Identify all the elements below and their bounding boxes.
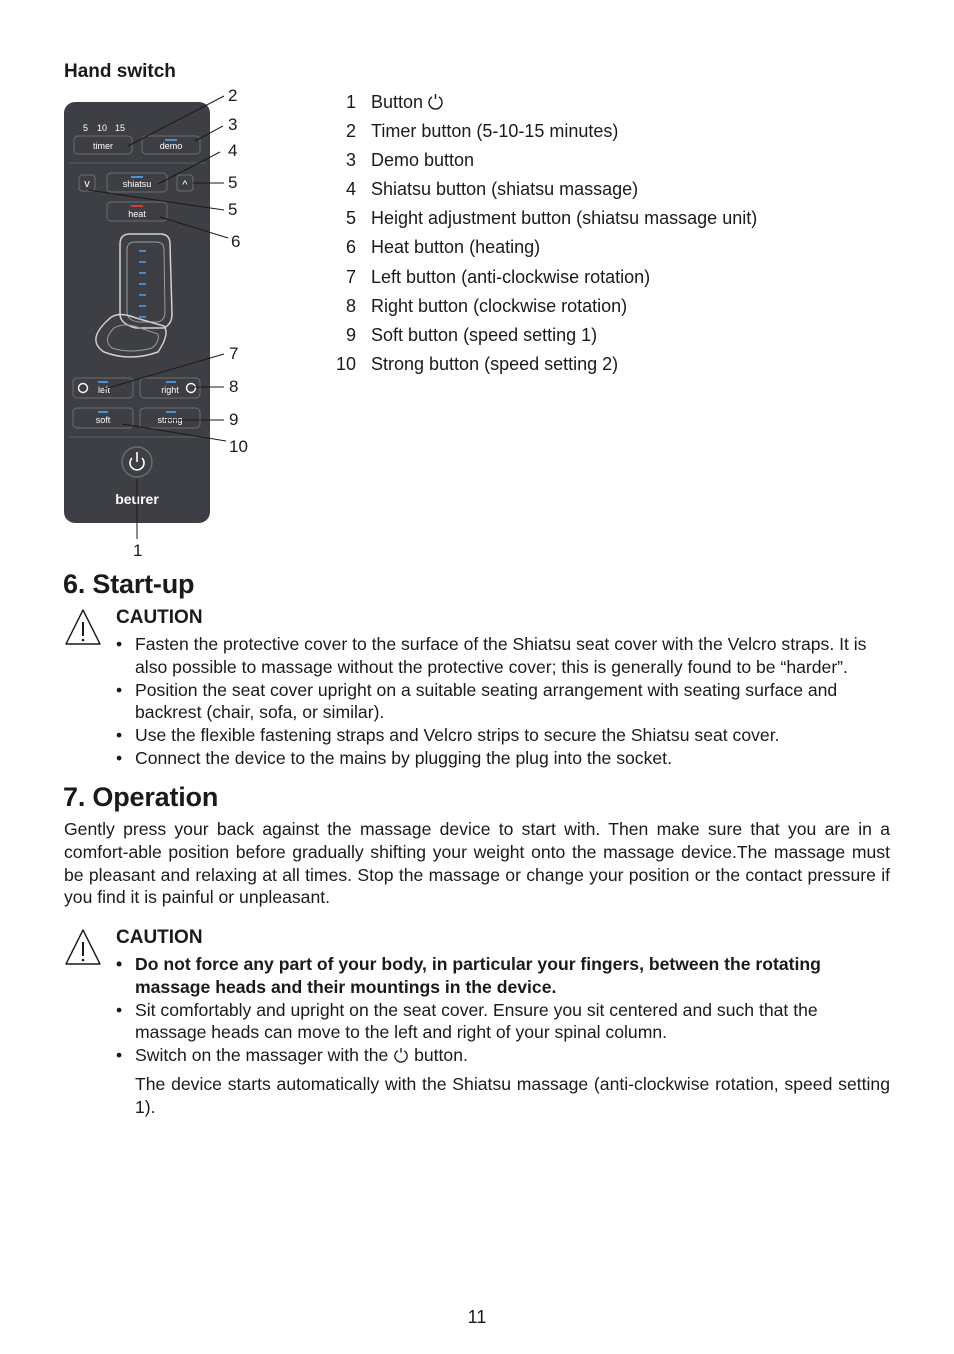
brand-logo: beurer	[115, 491, 159, 507]
legend-number: 1	[345, 92, 356, 112]
shiatsu-led	[131, 176, 143, 178]
legend-row	[330, 88, 757, 117]
heat-led	[131, 205, 143, 207]
timer-step-15: 15	[115, 123, 126, 133]
legend-row	[330, 233, 757, 262]
list-item: • Use the flexible fastening straps and Velcro strips to secure the Shiatsu seat cover.	[116, 724, 890, 747]
callout-5b: 5	[228, 200, 238, 219]
caution-heading: CAUTION	[116, 927, 203, 948]
legend-row	[330, 350, 757, 379]
legend-number: 7	[345, 266, 356, 287]
legend-text: Right button (clockwise rotation)	[371, 295, 628, 316]
caution-heading: CAUTION	[116, 607, 203, 628]
operation-intro: Gently press your back against the massage device to start with. Then make sure that you are in a comfort-able position before gradually shifting your weight onto the massage device.The massage must be pleasant and relaxing at all times. Stop the massage or change your position or the contact pressure if you find it is painful or unpleasant.	[64, 819, 890, 908]
legend-row	[330, 175, 757, 204]
list-item: • Do not force any part of your body, in particular your fingers, between the rotating massage heads and their mountings in the device.	[116, 953, 890, 999]
callout-9: 9	[229, 410, 239, 429]
page-number: 11	[467, 1307, 487, 1327]
callout-4: 4	[228, 141, 238, 160]
legend-row	[330, 292, 757, 321]
callout-1: 1	[133, 541, 143, 560]
legend-number: 4	[345, 179, 356, 200]
callout-10: 10	[229, 437, 248, 456]
right-led	[166, 381, 176, 383]
legend-row	[330, 321, 757, 350]
list-item: • Connect the device to the mains by plugging the plug into the socket.	[116, 747, 890, 770]
legend-text: Height adjustment button (shiatsu massage unit)	[371, 208, 758, 229]
list-item: • Sit comfortably and upright on the seat cover. Ensure you sit centered and such that the massage heads can move to the left and right of your spinal column.	[116, 999, 890, 1045]
list-item: • Position the seat cover upright on a suitable seating arrangement with seating surface and backrest (chair, sofa, or similar).	[116, 679, 890, 725]
hand-switch-title: Hand switch	[64, 61, 176, 82]
warning-icon	[64, 928, 102, 966]
callout-3: 3	[228, 115, 238, 134]
callout-8: 8	[229, 377, 239, 396]
legend-number: 8	[345, 295, 356, 316]
callout-6: 6	[231, 232, 241, 251]
legend-text: Strong button (speed setting 2)	[371, 353, 619, 374]
legend-text: Soft button (speed setting 1)	[371, 324, 598, 345]
startup-caution-list	[116, 633, 890, 770]
legend-text: Left button (anti-clockwise rotation)	[371, 266, 651, 287]
shiatsu-label: shiatsu	[122, 179, 152, 189]
timer-label: timer	[93, 141, 113, 151]
timer-step-5: 5	[83, 123, 89, 133]
legend-row	[330, 146, 757, 175]
hand-switch-diagram	[60, 84, 260, 564]
legend-row	[330, 117, 757, 146]
legend-row	[330, 263, 757, 292]
legend-text: Timer button (5-10-15 minutes)	[371, 121, 619, 142]
right-label: right	[161, 385, 179, 395]
strong-led	[166, 411, 176, 413]
button-legend	[330, 88, 757, 379]
legend-number: 3	[345, 150, 356, 171]
callout-2: 2	[228, 86, 238, 105]
warning-icon	[64, 608, 102, 646]
legend-number: 2	[345, 121, 356, 142]
chevron-down-icon: v	[84, 178, 90, 190]
callout-7: 7	[229, 344, 239, 363]
heat-label: heat	[128, 209, 146, 219]
list-item: • Fasten the protective cover to the surface of the Shiatsu seat cover with the Velcro straps. It is also possible to massage without the protective cover; this is generally found to be “harder”.	[116, 633, 890, 679]
legend-row	[330, 204, 757, 233]
legend-number: 6	[345, 237, 356, 258]
operation-note: The device starts automatically with the Shiatsu massage (anti-clockwise rotation, speed setting 1).	[135, 1074, 890, 1117]
left-label: left	[97, 385, 111, 395]
section-title-operation: 7. Operation	[63, 782, 219, 812]
left-led	[98, 381, 108, 383]
legend-number: 9	[345, 324, 356, 345]
list-item: • Switch on the massager with the button.	[116, 1044, 890, 1067]
operation-caution-list	[116, 953, 890, 1067]
legend-number: 10	[335, 353, 356, 374]
chevron-up-icon: ^	[182, 179, 188, 191]
demo-label: demo	[159, 141, 183, 151]
power-icon	[393, 1047, 409, 1063]
power-icon	[427, 93, 444, 110]
legend-text: Demo button	[371, 150, 475, 171]
legend-text: Heat button (heating)	[371, 237, 541, 258]
timer-step-10: 10	[97, 123, 108, 133]
section-title-startup: 6. Start-up	[63, 569, 195, 599]
legend-text: Button	[371, 88, 444, 117]
strong-label: strong	[157, 415, 183, 425]
callout-5a: 5	[228, 173, 238, 192]
soft-led	[98, 411, 108, 413]
legend-text: Shiatsu button (shiatsu massage)	[371, 179, 639, 200]
soft-label: soft	[95, 415, 111, 425]
legend-number: 5	[345, 208, 356, 229]
